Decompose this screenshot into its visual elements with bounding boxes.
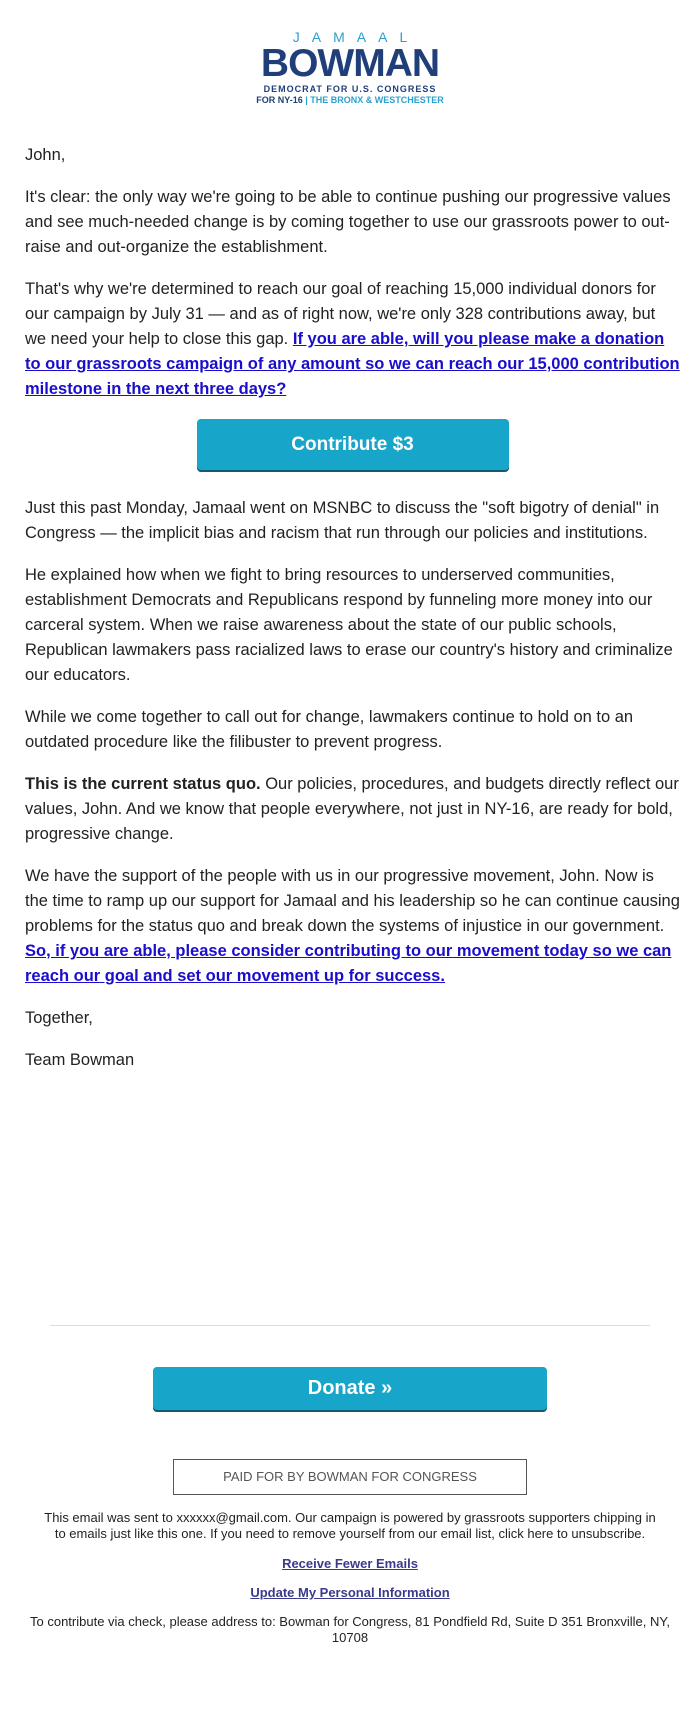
paragraph-6 [25, 772, 680, 847]
signoff: Together, [25, 1009, 93, 1027]
paid-for-disclaimer: PAID FOR BY BOWMAN FOR CONGRESS [173, 1459, 527, 1495]
logo-district: FOR NY-16 [256, 95, 303, 105]
donate-button[interactable]: Donate » [153, 1367, 547, 1410]
contribute-button[interactable]: Contribute $3 [197, 419, 509, 470]
paragraph-2 [25, 277, 680, 402]
logo-first-name: JAMAAL [292, 29, 420, 45]
greeting: John, [25, 146, 66, 164]
logo-last-name: BOWMAN [260, 42, 440, 85]
email-body [25, 143, 680, 1090]
paragraph-3: Just this past Monday, Jamaal went on MSNBC to discuss the "soft bigotry of denial" in Congress — the implicit bias and racism that run through our policies and institutions. [25, 499, 660, 542]
paragraph-6-text: Our policies, procedures, and budgets directly reflect our values, John. And we know that people everywhere, not just in NY-16, are ready for bold, progressive change. [25, 775, 679, 843]
paragraph-6-bold: This is the current status quo. [25, 775, 261, 793]
paragraph-7 [25, 864, 680, 989]
receive-fewer-emails-link[interactable]: Receive Fewer Emails [282, 1556, 418, 1571]
paragraph-5: While we come together to call out for change, lawmakers continue to hold on to an outdated procedure like the filibuster to prevent progress. [25, 708, 634, 751]
campaign-logo [0, 30, 700, 106]
update-info-link[interactable]: Update My Personal Information [250, 1585, 450, 1600]
paragraph-1: It's clear: the only way we're going to be able to continue pushing our progressive values and see much-needed change is by coming together to use our grassroots power to out-raise and out-organize the establishment. [25, 188, 671, 256]
logo-region: | THE BRONX & WESTCHESTER [305, 95, 444, 105]
logo-district-line [0, 95, 700, 106]
unsubscribe-notice[interactable]: This email was sent to xxxxxx@gmail.com. Our campaign is powered by grassroots supporters chipping in to emails just like this one. If you need to remove yourself from our email list, click here to unsubscribe. [44, 1510, 656, 1541]
paragraph-2-text: That's why we're determined to reach our goal of reaching 15,000 individual donors for our campaign by July 31 — and as of right now, we're only 328 contributions away, but we need your help to close this gap. [25, 280, 656, 348]
paragraph-4: He explained how when we fight to bring resources to underserved communities, establishment Democrats and Republicans respond by funneling more money into our carceral system. When we raise awareness about the state of our public schools, Republican lawmakers pass racialized laws to erase our country's history and criminalize our educators. [25, 566, 673, 684]
email-footer [0, 1459, 700, 1646]
mailing-address: To contribute via check, please address to: Bowman for Congress, 81 Pondfield Rd, Suite D 351 Bronxville, NY, 10708 [30, 1614, 670, 1645]
donate-button-wrap [0, 1367, 700, 1410]
logo-tagline: DEMOCRAT FOR U.S. CONGRESS [263, 84, 437, 94]
contribute-button-wrap [25, 419, 680, 470]
signature: Team Bowman [25, 1051, 135, 1069]
donation-link-2[interactable]: So, if you are able, please consider contributing to our movement today so we can reach our goal and set our movement up for success. [25, 942, 672, 985]
footer-divider [50, 1325, 650, 1326]
donation-link-1[interactable]: If you are able, will you please make a donation to our grassroots campaign of any amount so we can reach our 15,000 contribution milestone in the next three days? [25, 330, 680, 398]
paragraph-7-text: We have the support of the people with us in our progressive movement, John. Now is the time to ramp up our support for Jamaal and his leadership so he can continue causing problems for the status quo and break down the systems of injustice in our government. [25, 867, 680, 935]
